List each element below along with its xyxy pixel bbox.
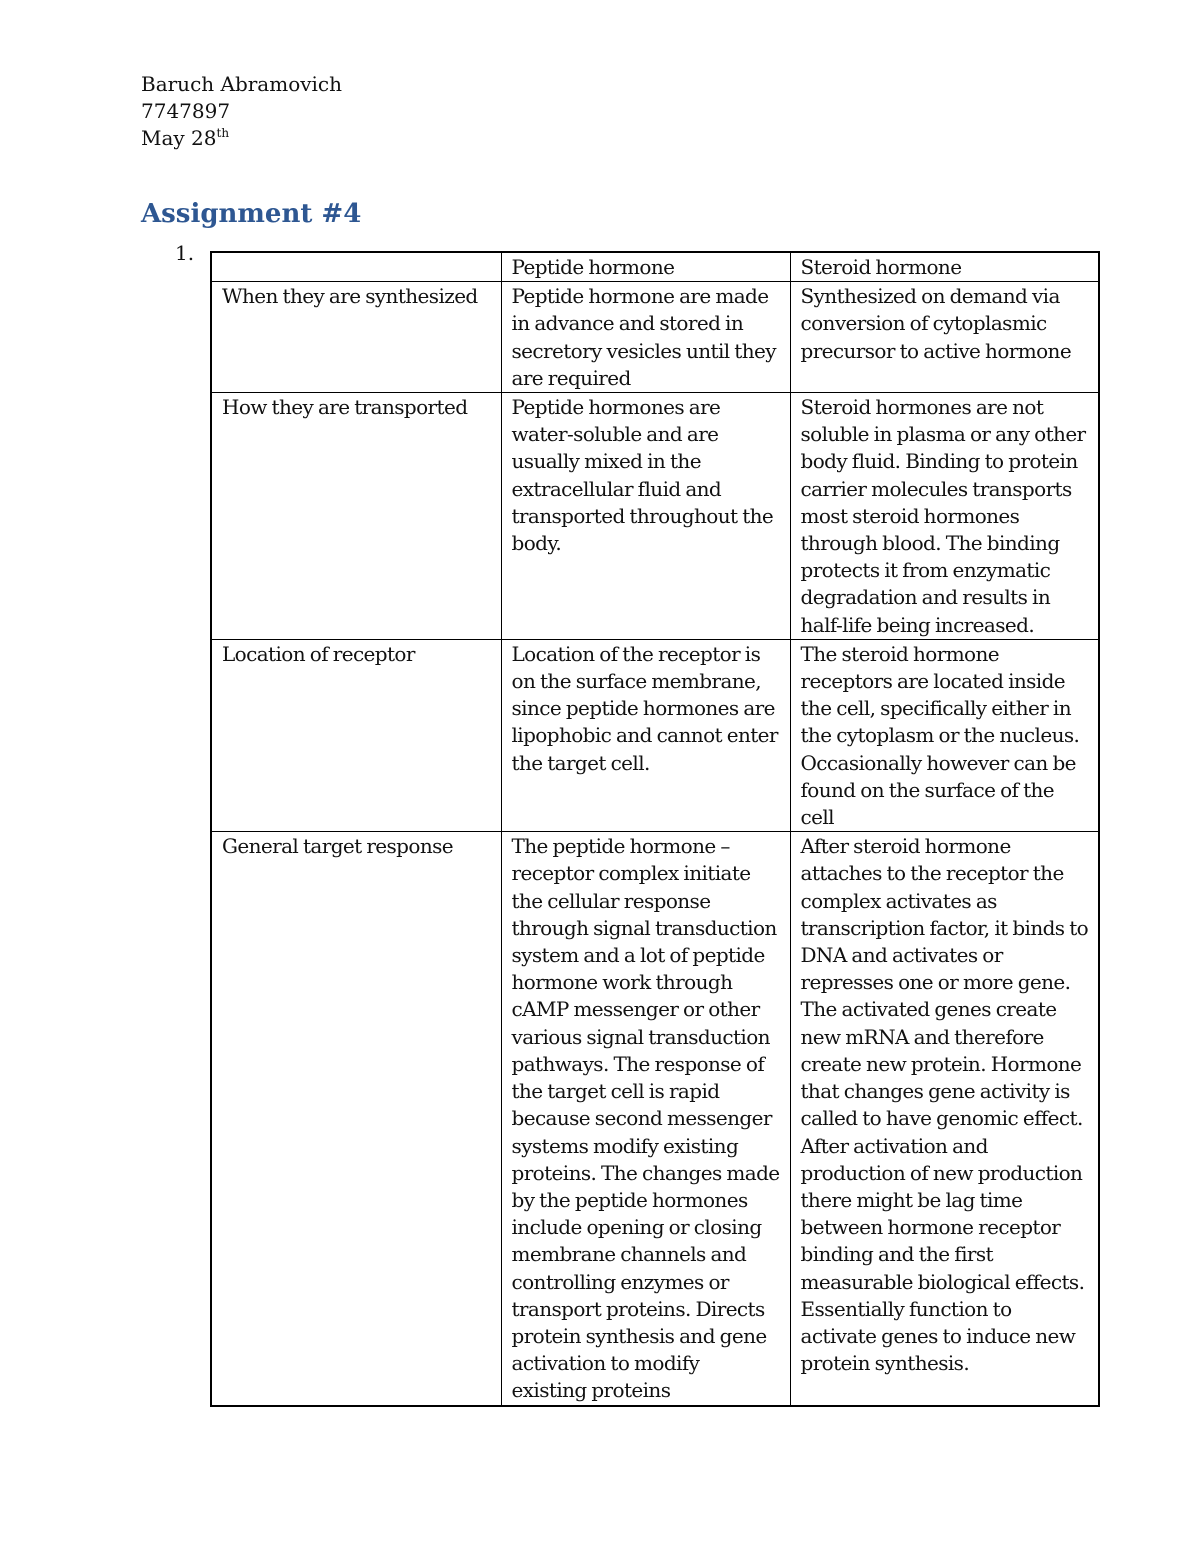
header-cell-empty xyxy=(211,252,501,282)
cell-text-line: hormone work through xyxy=(511,970,733,995)
cell-text-line: Essentially function to xyxy=(800,1296,1012,1321)
cell-text-line: The steroid hormone xyxy=(800,641,1000,666)
cell-text-line: measurable biological effects. xyxy=(800,1269,1085,1294)
cell-text-line: attaches to the receptor the xyxy=(800,861,1064,886)
cell-text-line: Location of receptor xyxy=(222,641,415,666)
cell-text-line: lipophobic and cannot enter xyxy=(511,723,778,748)
steroid-cell xyxy=(790,639,1099,831)
cell-text-line: since peptide hormones are xyxy=(511,696,775,721)
cell-text-line: receptors are located inside xyxy=(800,669,1066,694)
cell-text-line: degradation and results in xyxy=(800,585,1051,610)
cell-text-line: cAMP messenger or other xyxy=(511,997,760,1022)
cell-text-line: membrane channels and xyxy=(511,1242,747,1267)
row-label-cell xyxy=(211,393,501,640)
cell-text-line: Location of the receptor is xyxy=(511,641,761,666)
cell-text-line: by the peptide hormones xyxy=(511,1187,748,1212)
date-ordinal: th xyxy=(216,126,230,140)
cell-text-line: cell xyxy=(800,805,834,830)
row-label-cell xyxy=(211,832,501,1406)
list-number: 1. xyxy=(175,241,195,265)
cell-text-line: controlling enzymes or xyxy=(511,1269,729,1294)
cell-text-line: General target response xyxy=(222,834,454,859)
cell-text-line: Peptide hormones are xyxy=(511,395,721,420)
cell-text-line: After steroid hormone xyxy=(800,834,1011,859)
peptide-cell xyxy=(501,282,790,393)
cell-text-line: complex activates as xyxy=(800,888,997,913)
cell-text-line: the target cell is rapid xyxy=(511,1079,720,1104)
cell-text-line: are required xyxy=(511,365,631,390)
cell-text-line: because second messenger xyxy=(511,1106,772,1131)
cell-text-line: The activated genes create xyxy=(800,997,1057,1022)
cell-text-line: When they are synthesized xyxy=(222,284,478,309)
cell-text-line: binding and the first xyxy=(800,1242,993,1267)
assignment-title: Assignment #4 xyxy=(141,199,362,229)
cell-text-line: water-soluble and are xyxy=(511,422,719,447)
cell-text-line: system and a lot of peptide xyxy=(511,943,765,968)
cell-text-line: create new protein. Hormone xyxy=(800,1051,1082,1076)
header-cell-steroid: Steroid hormone xyxy=(790,252,1099,282)
cell-text-line: systems modify existing xyxy=(511,1133,739,1158)
cell-text-line: DNA and activates or xyxy=(800,943,1003,968)
cell-text-line: transported throughout the xyxy=(511,503,774,528)
cell-text-line: precursor to active hormone xyxy=(800,338,1072,363)
cell-text-line: activation to modify xyxy=(511,1351,700,1376)
cell-text-line: half-life being increased. xyxy=(800,612,1035,637)
cell-text-line: body. xyxy=(511,531,562,556)
date xyxy=(141,125,229,152)
cell-text-line: body fluid. Binding to protein xyxy=(800,449,1078,474)
row-label-cell xyxy=(211,639,501,831)
cell-text-line: protects it from enzymatic xyxy=(800,558,1051,583)
cell-text-line: conversion of cytoplasmic xyxy=(800,311,1047,336)
cell-text-line: most steroid hormones xyxy=(800,503,1020,528)
peptide-cell xyxy=(501,639,790,831)
cell-text-line: the cellular response xyxy=(511,888,711,913)
cell-text-line: protein synthesis and gene xyxy=(511,1323,767,1348)
cell-text-line: After activation and xyxy=(800,1133,988,1158)
table-row xyxy=(211,832,1099,1406)
peptide-cell xyxy=(501,832,790,1406)
cell-text-line: extracellular fluid and xyxy=(511,476,722,501)
cell-text-line: existing proteins xyxy=(511,1378,671,1403)
cell-text-line: various signal transduction xyxy=(511,1024,770,1049)
header-cell-peptide: Peptide hormone xyxy=(501,252,790,282)
cell-text-line: pathways. The response of xyxy=(511,1051,765,1076)
cell-text-line: represses one or more gene. xyxy=(800,970,1071,995)
table-row xyxy=(211,393,1099,640)
cell-text-line: Steroid hormones are not xyxy=(800,395,1044,420)
cell-text-line: the target cell. xyxy=(511,750,650,775)
table-row xyxy=(211,639,1099,831)
table-row xyxy=(211,282,1099,393)
cell-text-line: Occasionally however can be xyxy=(800,750,1076,775)
cell-text-line: on the surface membrane, xyxy=(511,669,762,694)
steroid-cell xyxy=(790,832,1099,1406)
cell-text-line: through signal transduction xyxy=(511,915,777,940)
author-name: Baruch Abramovich xyxy=(141,72,343,96)
cell-text-line: between hormone receptor xyxy=(800,1215,1061,1240)
cell-text-line: secretory vesicles until they xyxy=(511,338,776,363)
cell-text-line: the cytoplasm or the nucleus. xyxy=(800,723,1080,748)
cell-text-line: in advance and stored in xyxy=(511,311,744,336)
table-header-row xyxy=(211,252,1099,282)
cell-text-line: Synthesized on demand via xyxy=(800,284,1060,309)
cell-text-line: called to have genomic effect. xyxy=(800,1106,1083,1131)
cell-text-line: that changes gene activity is xyxy=(800,1079,1070,1104)
cell-text-line: receptor complex initiate xyxy=(511,861,751,886)
cell-text-line: usually mixed in the xyxy=(511,449,701,474)
date-text: May 28 xyxy=(141,126,217,150)
cell-text-line: production of new production xyxy=(800,1160,1083,1185)
cell-text-line: proteins. The changes made xyxy=(511,1160,780,1185)
hormone-comparison-table xyxy=(210,251,1100,1407)
cell-text-line: there might be lag time xyxy=(800,1187,1023,1212)
peptide-cell xyxy=(501,393,790,640)
cell-text-line: include opening or closing xyxy=(511,1215,762,1240)
cell-text-line: How they are transported xyxy=(222,395,468,420)
cell-text-line: through blood. The binding xyxy=(800,531,1060,556)
row-label-cell xyxy=(211,282,501,393)
cell-text-line: The peptide hormone – xyxy=(511,834,730,859)
cell-text-line: activate genes to induce new xyxy=(800,1323,1076,1348)
cell-text-line: the cell, specifically either in xyxy=(800,696,1072,721)
cell-text-line: carrier molecules transports xyxy=(800,476,1072,501)
cell-text-line: found on the surface of the xyxy=(800,777,1055,802)
steroid-cell xyxy=(790,282,1099,393)
cell-text-line: soluble in plasma or any other xyxy=(800,422,1086,447)
cell-text-line: transport proteins. Directs xyxy=(511,1296,765,1321)
steroid-cell xyxy=(790,393,1099,640)
student-id: 7747897 xyxy=(141,99,231,123)
cell-text-line: transcription factor, it binds to xyxy=(800,915,1089,940)
cell-text-line: new mRNA and therefore xyxy=(800,1024,1044,1049)
cell-text-line: Peptide hormone are made xyxy=(511,284,769,309)
cell-text-line: protein synthesis. xyxy=(800,1351,970,1376)
